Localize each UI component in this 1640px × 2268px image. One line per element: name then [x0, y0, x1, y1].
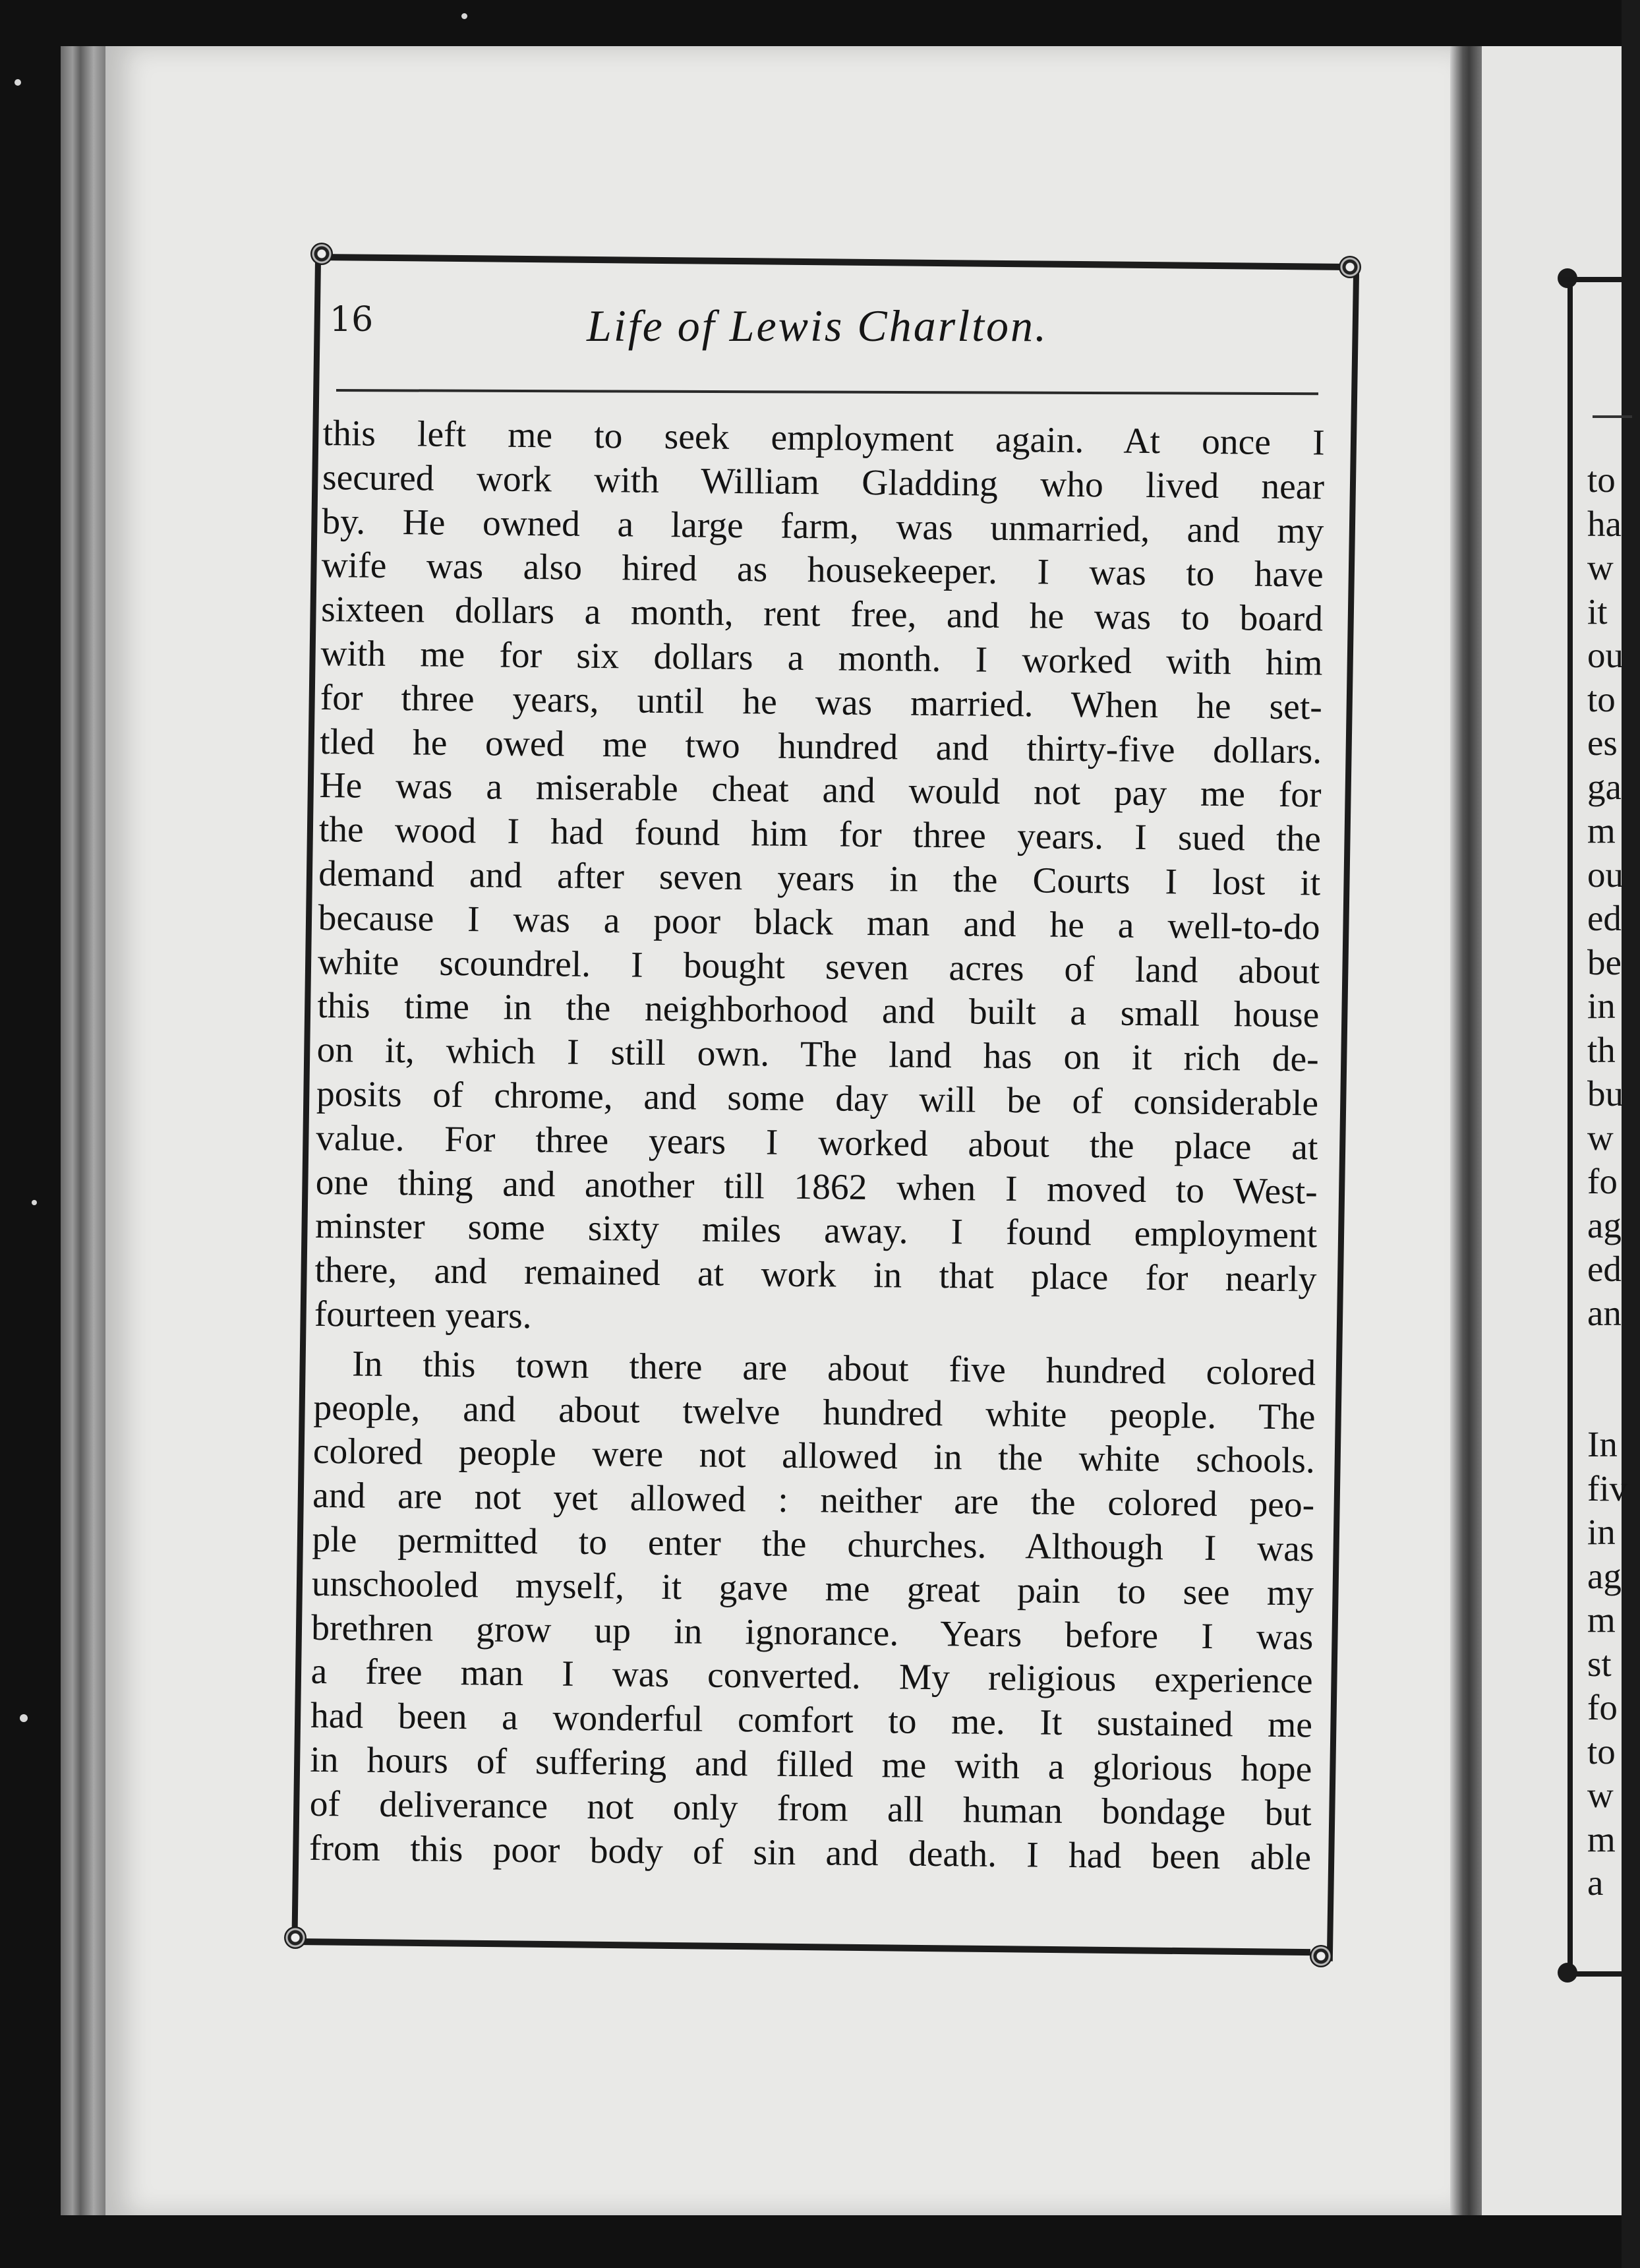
corner-ornament-top-left: [310, 243, 333, 265]
text-line: a free man I was converted. My religious experience: [310, 1652, 1313, 1702]
text-line: from this poor body of sin and death. I had been able: [308, 1828, 1312, 1878]
text-line: one thing and another till 1862 when I moved to West-: [315, 1162, 1318, 1212]
running-header: [330, 300, 1325, 359]
corner-ornament-top-right: [1339, 256, 1361, 278]
text-line: In this town there are about five hundred colored: [351, 1344, 1316, 1394]
text-line: fourteen years.: [314, 1294, 532, 1337]
adjacent-page-header-rule: [1593, 415, 1632, 418]
running-title: Life of Lewis Charlton.: [587, 301, 1048, 351]
text-line: brethren grow up in ignorance. Years before I was: [311, 1607, 1314, 1658]
text-line: by. He owned a large farm, was unmarried, and my: [322, 501, 1324, 552]
text-line: in hours of suffering and filled me with a glorious hope: [310, 1739, 1312, 1790]
adjacent-page-text-fragment: to ha w it ou to es ga m ou ed be in th bu w fo ag ed an In fiv in ag m st fo to w m a: [1587, 460, 1628, 1903]
text-line: He was a miserable cheat and would not pay me for: [319, 765, 1322, 816]
text-line: white scoundrel. I bought seven acres of land about: [317, 941, 1320, 992]
book-gutter: [1450, 46, 1482, 2215]
adjacent-page-corner-ornament-bottom: [1558, 1963, 1577, 1983]
page-number: 16: [330, 300, 374, 340]
adjacent-page-border-left: [1567, 284, 1573, 1971]
text-line: people, and about twelve hundred white people. The: [313, 1387, 1316, 1438]
text-line: of deliverance not only from all human bondage but: [309, 1783, 1312, 1834]
border-rule-top: [322, 254, 1350, 270]
text-line: for three years, until he was married. When he set-: [320, 677, 1323, 728]
scan-speck: [461, 13, 467, 19]
text-line: secured work with William Gladding who lived near: [322, 457, 1325, 508]
text-line: wife was also hired as housekeeper. I was to have: [321, 545, 1324, 595]
text-line: had been a wonderful comfort to me. It sustained me: [310, 1696, 1313, 1746]
body-text: [309, 412, 1341, 1880]
text-line: demand and after seven years in the Courts I lost it: [318, 853, 1321, 904]
text-line: this time in the neighborhood and built a small house: [317, 986, 1320, 1036]
text-line: there, and remained at work in that place for nearly: [314, 1250, 1317, 1300]
text-line: ple permitted to enter the churches. Although I was: [312, 1519, 1314, 1570]
text-line: because I was a poor black man and he a well-to-do: [318, 897, 1320, 948]
text-line: value. For three years I worked about the place at: [316, 1118, 1318, 1168]
text-line: colored people were not allowed in the white schools.: [312, 1431, 1316, 1481]
corner-ornament-bottom-right: [1310, 1945, 1332, 1967]
text-line: unschooled myself, it gave me great pain to see my: [311, 1563, 1314, 1614]
text-line: minster some sixty miles away. I found employment: [314, 1206, 1318, 1256]
text-line: with me for six dollars a month. I worked with him: [320, 633, 1323, 684]
scan-speck: [15, 79, 21, 86]
text-line: the wood I had found him for three years. I sued the: [318, 810, 1322, 860]
adjacent-page-border-top: [1561, 277, 1640, 282]
text-line: sixteen dollars a month, rent free, and he was to board: [320, 589, 1324, 640]
text-line: tled he owed me two hundred and thirty-five dollars.: [319, 721, 1322, 772]
adjacent-page: [1482, 46, 1628, 2215]
scan-speck: [32, 1200, 37, 1205]
scan-speck: [20, 1714, 28, 1722]
text-line: on it, which I still own. The land has on it rich de-: [316, 1030, 1319, 1080]
corner-ornament-bottom-left: [284, 1926, 307, 1949]
text-line: and are not yet allowed : neither are the colored peo-: [312, 1476, 1315, 1526]
text-line: posits of chrome, and some day will be of considerable: [316, 1073, 1319, 1124]
text-line: this left me to seek employment again. At once I: [322, 413, 1325, 463]
